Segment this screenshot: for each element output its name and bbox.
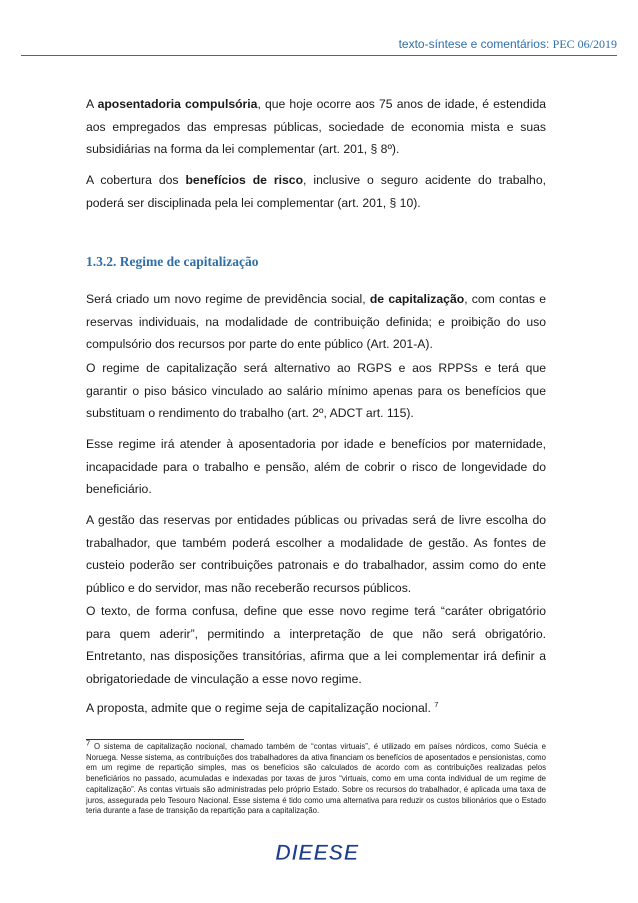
footnote-number: 7: [86, 738, 91, 748]
p3-post: , com contas e reservas individuais, na modalidade de contribuição definida; e proibição do uso compulsório dos recursos por parte do ente público (Art. 201-A).: [86, 292, 546, 352]
p2-bold: benefícios de risco: [185, 173, 304, 187]
p7-text: O texto, de forma confusa, define que esse novo regime terá “caráter obrigatório para quem aderir”, permitindo a interpretação de que não será obrigatório. Entretanto, nas disposições transitórias, afirma que a lei complementar irá definir a obrigatoriedade de vinculação a esse novo regime.: [86, 604, 546, 686]
header-rule: [21, 55, 617, 56]
paragraph-management: [86, 509, 546, 599]
running-header: [399, 37, 617, 52]
p3-bold: de capitalização: [369, 292, 465, 306]
section-heading: 1.3.2. Regime de capitalização: [86, 254, 259, 269]
p2-post: , inclusive o seguro acidente do trabalho, poderá ser disciplinada pela lei complementar (art. 201, § 10).: [86, 173, 546, 210]
footnote-text: O sistema de capitalização nocional, chamado também de “contas virtuais”, é utilizado em países nórdicos, como Suécia e Noruega. Nesse sistema, as contribuições dos trabalhadores da ativa financiam os benefícios de aposentados e pensionistas, como em um regime de repartição simples, mas os benefícios são calculados de acordo com as contribuições realizadas pelos beneficiários no passado, acumuladas e indexadas por taxas de juros “virtuais, como em uma conta individual de um regime de capitalização”. As contas virtuais são administradas pelo próprio Estado. Sobre os recursos do trabalhador, é aplicada uma taxa de juros, assegurada pelo Tesouro Nacional. Esse sistema é tido como uma alternativa para reduzir os custos bilionários que o Estado teria durante a fase de transição da repartição para a capitalização.: [86, 742, 547, 816]
p8-text: A proposta, admite que o regime seja de capitalização nocional.: [86, 701, 435, 715]
p1-bold: aposentadoria compulsória: [97, 97, 258, 111]
header-code: PEC 06/2019: [552, 37, 617, 51]
dieese-logo-icon: [267, 839, 367, 865]
logo-text: DIEESE: [275, 840, 359, 865]
footnote-ref[interactable]: 7: [434, 699, 439, 709]
paragraph-coverage: [86, 433, 546, 501]
p1-pre: A: [86, 97, 98, 111]
paragraph-alternative-regime: [86, 357, 546, 425]
footnote: [86, 738, 547, 817]
paragraph-notional: [86, 697, 546, 720]
p1-post: , que hoje ocorre aos 75 anos de idade, é estendida aos empregados das empresas públicas, sociedade de economia mista e suas subsidiárias na forma da lei complementar (art. 201, § 8º).: [86, 97, 546, 157]
paragraph-compulsory-retirement: [86, 93, 546, 161]
p2-pre: A cobertura dos: [86, 173, 186, 187]
p3-pre: Será criado um novo regime de previdência social,: [86, 292, 370, 306]
header-text: texto-síntese e comentários:: [398, 37, 553, 51]
p5-text: Esse regime irá atender à aposentadoria por idade e benefícios por maternidade, incapacidade para o trabalho e pensão, além de cobrir o risco de longevidade do beneficiário.: [86, 437, 546, 497]
p6-text: A gestão das reservas por entidades públicas ou privadas será de livre escolha do trabalhador, que também poderá escolher a modalidade de gestão. As fontes de custeio poderão ser contribuições patronais e do trabalhador, assim como do ente público e do servidor, mas não receberão recursos públicos.: [86, 513, 546, 595]
p4-text: O regime de capitalização será alternativo ao RGPS e aos RPPSs e terá que garantir o piso básico vinculado ao salário mínimo apenas para os benefícios que substituam o rendimento do trabalho (art. 2º, ADCT art. 115).: [86, 361, 546, 421]
paragraph-risk-benefits: [86, 169, 546, 214]
paragraph-new-regime: [86, 288, 546, 356]
paragraph-confusing-text: [86, 600, 546, 690]
footnote-rule: [86, 739, 244, 740]
